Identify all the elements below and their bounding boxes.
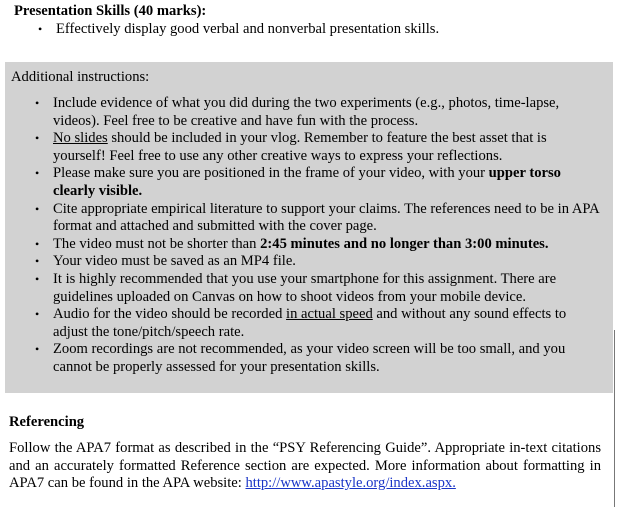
- presentation-skills-heading: Presentation Skills (40 marks):: [14, 3, 207, 19]
- bold-text: 2:45 minutes and no longer than 3:00 minutes.: [260, 235, 549, 252]
- list-item-pre: Audio for the video should be recorded: [53, 306, 287, 323]
- bold-text: upper torso clearly visible.: [53, 165, 561, 199]
- list-item: [35, 165, 600, 200]
- list-item-text: [53, 130, 600, 165]
- list-item-text: Your video must be saved as an MP4 file.: [53, 253, 296, 270]
- list-item: [35, 253, 600, 271]
- list-item: [35, 130, 600, 165]
- bullet-icon: •: [38, 22, 43, 36]
- list-item-rest: should be included in your vlog. Remember to feature the best asset that is yourself! Feel free to use any other creative ways to express your reflections.: [53, 130, 547, 164]
- list-item-text: [53, 165, 600, 200]
- bullet-icon: •: [35, 236, 40, 251]
- list-item-pre: The video must not be shorter than: [53, 235, 261, 252]
- page-edge-line: [614, 330, 615, 507]
- additional-instructions-title: Additional instructions:: [11, 69, 150, 85]
- list-item: [35, 95, 600, 130]
- bullet-icon: •: [35, 201, 40, 216]
- list-item-text: Cite appropriate empirical literature to support your claims. The references need to be in APA format and attached and submitted with the cover page.: [53, 200, 599, 235]
- underlined-text: in actual speed: [286, 306, 373, 323]
- referencing-heading: Referencing: [9, 414, 85, 430]
- list-item: [35, 201, 600, 236]
- underlined-text: No slides: [53, 130, 108, 147]
- bullet-icon: •: [35, 342, 40, 357]
- bullet-icon: •: [35, 307, 40, 322]
- presentation-bullet-item: [38, 21, 598, 39]
- apa-website-link[interactable]: http://www.apastyle.org/index.aspx.: [245, 475, 456, 492]
- bullet-icon: •: [35, 131, 40, 146]
- referencing-text: Follow the APA7 format as described in the “PSY Referencing Guide”. Appropriate in-text citations and an accurately formatted Reference section are expected. More information about formatting in APA7 can be found in the APA website:: [9, 440, 601, 492]
- list-item-text: Zoom recordings are not recommended, as your video screen will be too small, and you cannot be properly assessed for your presentation skills.: [53, 341, 566, 375]
- list-item-text: Include evidence of what you did during the two experiments (e.g., photos, time-lapse, videos). Feel free to be creative and have fun with the process.: [53, 95, 560, 129]
- list-item-text: [53, 306, 600, 341]
- list-item: [35, 271, 600, 306]
- list-item-rest: and without any sound effects to adjust the tone/pitch/speech rate.: [53, 306, 567, 340]
- list-item: [35, 306, 600, 341]
- bullet-icon: •: [35, 96, 40, 110]
- list-item-text: It is highly recommended that you use your smartphone for this assignment. There are guidelines uploaded on Canvas on how to shoot videos from your mobile device.: [53, 270, 557, 305]
- list-item-pre: Please make sure you are positioned in the frame of your video, with your: [53, 165, 489, 182]
- bullet-icon: •: [35, 254, 40, 269]
- bullet-icon: •: [35, 166, 40, 181]
- list-item-text: [53, 236, 600, 254]
- bullet-icon: •: [35, 271, 40, 286]
- list-item: [35, 236, 600, 254]
- instructions-list: [35, 95, 600, 377]
- presentation-bullet-text: Effectively display good verbal and nonverbal presentation skills.: [56, 21, 440, 37]
- list-item: [35, 341, 600, 376]
- referencing-paragraph: [9, 440, 601, 493]
